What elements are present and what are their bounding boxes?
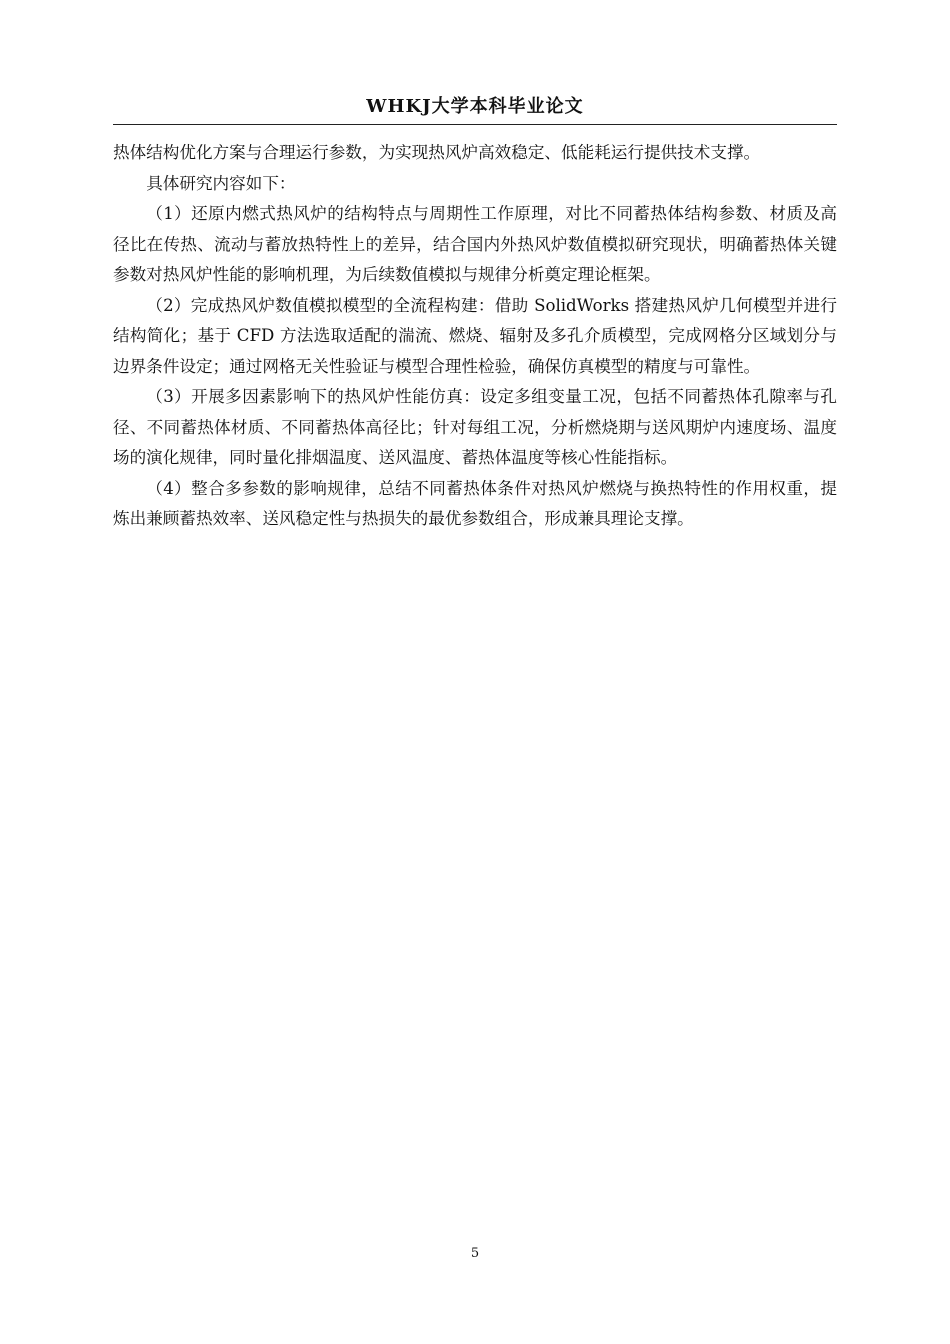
header-divider xyxy=(113,124,837,125)
page-header-title: WHKJ大学本科毕业论文 xyxy=(366,96,584,117)
paragraph-item-3: （3）开展多因素影响下的热风炉性能仿真：设定多组变量工况，包括不同蓄热体孔隙率与孔径、不同蓄热体材质、不同蓄热体高径比；针对每组工况，分析燃烧期与送风期炉内速度场、温度场的演化规律，同时量化排烟温度、送风温度、蓄热体温度等核心性能指标。 xyxy=(113,387,837,467)
paragraph-continuation: 热体结构优化方案与合理运行参数，为实现热风炉高效稳定、低能耗运行提供技术支撑。 xyxy=(113,143,761,162)
paragraph-item-1: （1）还原内燃式热风炉的结构特点与周期性工作原理，对比不同蓄热体结构参数、材质及高径比在传热、流动与蓄放热特性上的差异，结合国内外热风炉数值模拟研究现状，明确蓄热体关键参数对热风炉性能的影响机理，为后续数值模拟与规律分析奠定理论框架。 xyxy=(113,204,837,284)
paragraph-intro: 具体研究内容如下： xyxy=(146,173,296,193)
body-text xyxy=(113,138,837,535)
paragraph-item-4: （4）整合多参数的影响规律，总结不同蓄热体条件对热风炉燃烧与换热特性的作用权重，提炼出兼顾蓄热效率、送风稳定性与热损失的最优参数组合，形成兼具理论支撑。 xyxy=(113,478,837,528)
paragraph-item-2: （2）完成热风炉数值模拟模型的全流程构建：借助 SolidWorks 搭建热风炉几何模型并进行结构简化；基于 CFD 方法选取适配的湍流、燃烧、辐射及多孔介质模型，完成网格分区域划分与边界条件设定；通过网格无关性验证与模型合理性检验，确保仿真模型的精度与可靠性。 xyxy=(113,295,837,376)
page-number: 5 xyxy=(470,1246,480,1261)
